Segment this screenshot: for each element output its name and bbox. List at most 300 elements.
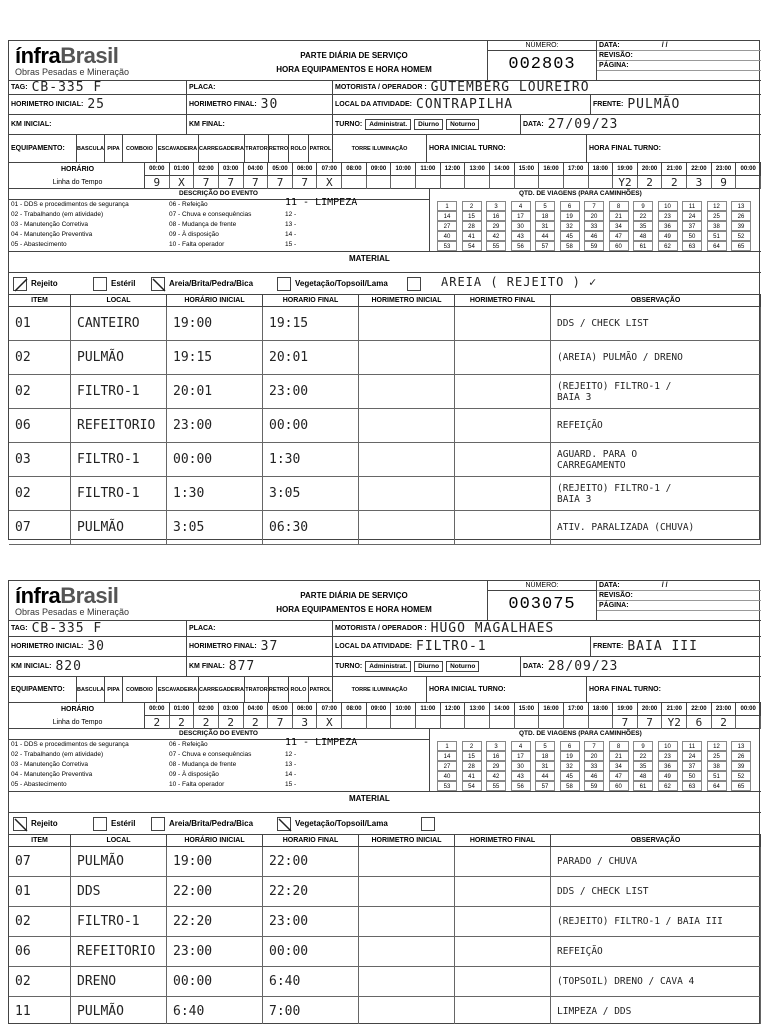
hour-meter-end-cell[interactable] [455, 907, 551, 936]
trip-count-cell[interactable]: 1 [437, 201, 457, 211]
trip-count-cell[interactable]: 24 [682, 211, 702, 221]
trip-count-cell[interactable]: 24 [682, 751, 702, 761]
trip-count-cell[interactable]: 2 [462, 201, 482, 211]
observation-cell[interactable] [551, 847, 761, 876]
timeline-cell[interactable]: 2 [244, 716, 269, 729]
hour-meter-start-cell[interactable] [359, 967, 455, 996]
end-time-cell[interactable]: 22:20 [263, 877, 359, 906]
hour-meter-end-cell[interactable] [455, 307, 551, 340]
trip-count-cell[interactable]: 14 [437, 751, 457, 761]
trip-count-cell[interactable]: 3 [486, 201, 506, 211]
trip-count-cell[interactable]: 47 [609, 771, 629, 781]
end-time-cell[interactable]: 1:30 [263, 443, 359, 476]
trip-count-cell[interactable]: 61 [633, 781, 653, 791]
observation-cell[interactable] [551, 409, 761, 442]
rejeito-checkbox[interactable] [13, 817, 27, 831]
timeline-cell[interactable] [589, 176, 614, 189]
trip-count-cell[interactable]: 62 [658, 781, 678, 791]
item-cell[interactable]: 07 [9, 511, 71, 544]
hour-meter-start-cell[interactable] [359, 375, 455, 408]
trip-count-cell[interactable]: 11 [682, 741, 702, 751]
trip-count-cell[interactable]: 46 [584, 771, 604, 781]
item-cell[interactable]: 02 [9, 341, 71, 374]
trip-count-cell[interactable]: 5 [535, 741, 555, 751]
trip-count-cell[interactable]: 54 [462, 781, 482, 791]
trip-count-cell[interactable]: 54 [462, 241, 482, 251]
hour-label: 05:00 [268, 163, 293, 175]
start-time-cell[interactable]: 22:00 [167, 877, 263, 906]
end-time-cell[interactable]: 22:00 [263, 847, 359, 876]
local-cell[interactable]: PULMÃO [71, 341, 167, 374]
timeline-cell[interactable] [539, 176, 564, 189]
trip-count-cell[interactable]: 3 [486, 741, 506, 751]
hour-meter-end-cell[interactable] [455, 477, 551, 510]
timeline-cell[interactable] [564, 176, 589, 189]
hour-meter-start-cell[interactable] [359, 937, 455, 966]
trip-count-cell[interactable]: 35 [633, 221, 653, 231]
hour-label: 07:00 [317, 703, 342, 715]
trip-count-cell[interactable]: 11 [682, 201, 702, 211]
start-time-cell[interactable]: 23:00 [167, 937, 263, 966]
end-time-cell[interactable]: 00:00 [263, 409, 359, 442]
trip-count-cell[interactable]: 50 [682, 771, 702, 781]
timeline-cell[interactable]: 2 [145, 716, 170, 729]
trip-count-cell[interactable]: 36 [658, 761, 678, 771]
hour-label: 22:00 [687, 163, 712, 175]
trip-count-cell[interactable]: 52 [731, 771, 751, 781]
timeline-cell[interactable] [515, 716, 540, 729]
item-cell[interactable]: 11 [9, 997, 71, 1024]
trip-count-cell[interactable]: 29 [486, 221, 506, 231]
item-cell[interactable]: 01 [9, 307, 71, 340]
trip-count-cell[interactable]: 51 [707, 231, 727, 241]
timeline-cell[interactable]: 3 [687, 176, 712, 189]
start-time-cell[interactable]: 00:00 [167, 967, 263, 996]
timeline-cell[interactable]: 7 [244, 176, 269, 189]
esteril-checkbox[interactable] [93, 817, 107, 831]
hour-meter-end-cell[interactable] [455, 997, 551, 1024]
trip-count-cell[interactable]: 38 [707, 221, 727, 231]
timeline-cell[interactable]: 2 [662, 176, 687, 189]
trip-count-cell[interactable]: 15 [462, 751, 482, 761]
local-cell[interactable]: PULMÃO [71, 997, 167, 1024]
observation-cell[interactable] [551, 341, 761, 374]
trip-count-cell[interactable]: 45 [560, 771, 580, 781]
trip-count-cell[interactable]: 18 [535, 211, 555, 221]
trip-count-cell[interactable]: 51 [707, 771, 727, 781]
trip-count-cell[interactable]: 7 [584, 201, 604, 211]
trip-count-cell[interactable]: 53 [437, 241, 457, 251]
trip-count-cell[interactable]: 32 [560, 761, 580, 771]
item-cell[interactable]: 03 [9, 443, 71, 476]
trip-count-cell[interactable]: 37 [682, 761, 702, 771]
trip-count-cell[interactable]: 22 [633, 211, 653, 221]
timeline-cell[interactable] [367, 716, 392, 729]
trip-count-cell[interactable]: 57 [535, 241, 555, 251]
local-cell[interactable]: PULMÃO [71, 847, 167, 876]
timeline-cell[interactable]: 2 [219, 716, 244, 729]
vegetacao-checkbox[interactable] [277, 817, 291, 831]
trip-count-cell[interactable]: 63 [682, 781, 702, 791]
observation-line: LIMPEZA / DDS [557, 1006, 632, 1017]
trip-count-cell[interactable]: 47 [609, 231, 629, 241]
trip-count-cell[interactable]: 33 [584, 221, 604, 231]
observation-cell[interactable] [551, 967, 761, 996]
trip-count-cell[interactable]: 20 [584, 751, 604, 761]
item-cell[interactable]: 02 [9, 477, 71, 510]
timeline-cell[interactable]: 3 [293, 716, 318, 729]
trip-count-cell[interactable]: 26 [731, 751, 751, 761]
hour-meter-start-cell[interactable] [359, 409, 455, 442]
trip-count-cell[interactable]: 18 [535, 751, 555, 761]
timeline-cell[interactable]: X [317, 176, 342, 189]
trip-count-cell[interactable]: 1 [437, 741, 457, 751]
trip-count-cell[interactable]: 12 [707, 201, 727, 211]
trip-count-cell[interactable]: 30 [511, 761, 531, 771]
hour-meter-start-cell[interactable] [359, 443, 455, 476]
km-row: KM INICIAL: KM FINAL: TURNO: Administrat. Diurno Noturno DATA: 27/09/23 [9, 115, 761, 135]
trip-count-cell[interactable]: 37 [682, 221, 702, 231]
trip-count-cell[interactable]: 41 [462, 231, 482, 241]
trip-count-cell[interactable]: 22 [633, 751, 653, 761]
trip-count-cell[interactable]: 10 [658, 741, 678, 751]
trip-count-cell[interactable]: 65 [731, 241, 751, 251]
timeline-cell[interactable] [391, 716, 416, 729]
trip-count-cell[interactable]: 55 [486, 241, 506, 251]
trip-count-cell[interactable]: 31 [535, 761, 555, 771]
areia-checkbox[interactable] [151, 277, 165, 291]
item-cell[interactable]: 06 [9, 409, 71, 442]
trip-count-cell[interactable]: 38 [707, 761, 727, 771]
trip-count-cell[interactable]: 17 [511, 751, 531, 761]
hour-meter-start-cell[interactable] [359, 307, 455, 340]
local-cell[interactable]: PULMÃO [71, 511, 167, 544]
start-time-cell[interactable]: 1:30 [167, 477, 263, 510]
trip-count-cell[interactable]: 25 [707, 211, 727, 221]
trip-count-cell[interactable]: 34 [609, 221, 629, 231]
hour-meter-start-cell[interactable] [359, 341, 455, 374]
trip-count-cell[interactable]: 64 [707, 241, 727, 251]
trip-count-cell[interactable]: 44 [535, 771, 555, 781]
end-time-cell[interactable]: 23:00 [263, 907, 359, 936]
start-time-cell[interactable]: 22:20 [167, 907, 263, 936]
hour-meter-end-cell[interactable] [455, 877, 551, 906]
table-row [9, 341, 761, 375]
hour-meter-end-cell[interactable] [455, 511, 551, 544]
trip-count-cell[interactable]: 49 [658, 231, 678, 241]
table-row [9, 375, 761, 409]
start-time-cell[interactable]: 19:00 [167, 847, 263, 876]
start-time-cell[interactable]: 20:01 [167, 375, 263, 408]
timeline-cell[interactable] [465, 716, 490, 729]
timeline-cell[interactable] [515, 176, 540, 189]
timeline-cell[interactable] [465, 176, 490, 189]
trip-count-cell[interactable]: 8 [609, 741, 629, 751]
end-time-cell[interactable]: 7:00 [263, 997, 359, 1024]
table-row [9, 307, 761, 341]
trip-count-cell[interactable]: 6 [560, 201, 580, 211]
form-title: PARTE DIÁRIA DE SERVIÇO HORA EQUIPAMENTOS E HORA HOMEM [276, 591, 432, 614]
observation-cell[interactable] [551, 375, 761, 408]
hour-meter-start-cell[interactable] [359, 907, 455, 936]
hour-label: 04:00 [244, 703, 269, 715]
trip-count-cell[interactable]: 36 [658, 221, 678, 231]
other-checkbox[interactable] [421, 817, 435, 831]
trip-count-cell[interactable]: 16 [486, 751, 506, 761]
observation-cell[interactable] [551, 997, 761, 1024]
timeline-cell[interactable]: 2 [638, 176, 663, 189]
table-header: HORIMETRO INICIAL [359, 835, 455, 847]
rejeito-checkbox[interactable] [13, 277, 27, 291]
trip-count-cell[interactable]: 15 [462, 211, 482, 221]
trip-count-cell[interactable]: 42 [486, 771, 506, 781]
hour-meter-end-cell[interactable] [455, 847, 551, 876]
esteril-checkbox[interactable] [93, 277, 107, 291]
trip-count-cell[interactable]: 56 [511, 241, 531, 251]
trip-count-cell[interactable]: 56 [511, 781, 531, 791]
areia-checkbox[interactable] [151, 817, 165, 831]
trip-count-cell[interactable]: 52 [731, 231, 751, 241]
timeline-cell[interactable] [441, 176, 466, 189]
local-cell[interactable]: REFEITORIO [71, 937, 167, 966]
timeline-cell[interactable]: 2 [170, 716, 195, 729]
trip-count-cell[interactable]: 55 [486, 781, 506, 791]
timeline-cell[interactable] [736, 716, 761, 729]
trip-count-cell[interactable]: 62 [658, 241, 678, 251]
trip-count-cell[interactable]: 14 [437, 211, 457, 221]
trip-count-cell[interactable]: 44 [535, 231, 555, 241]
local-cell[interactable]: FILTRO-1 [71, 477, 167, 510]
trip-count-cell[interactable]: 27 [437, 761, 457, 771]
trip-count-cell[interactable]: 34 [609, 761, 629, 771]
hour-label: 19:00 [613, 703, 638, 715]
equipment-row: EQUIPAMENTO: BASCULA PIPA COMBOIO ESCAVADEIRA CARREGADEIRA TRATOR RETRO ROLO PATROL TORRE ILUMINAÇÃO HORA INICIAL TURNO: HORA FINAL TURNO: [9, 135, 761, 163]
trip-count-cell[interactable]: 57 [535, 781, 555, 791]
local-cell[interactable]: FILTRO-1 [71, 443, 167, 476]
trip-count-cell[interactable]: 13 [731, 201, 751, 211]
timeline-cell[interactable]: 9 [145, 176, 170, 189]
observation-cell[interactable] [551, 443, 761, 476]
trip-count-cell[interactable]: 63 [682, 241, 702, 251]
item-cell[interactable]: 01 [9, 877, 71, 906]
trip-count-cell[interactable]: 43 [511, 771, 531, 781]
trip-count-cell[interactable]: 21 [609, 211, 629, 221]
trip-count-cell[interactable]: 40 [437, 771, 457, 781]
timeline-cell[interactable] [416, 716, 441, 729]
start-time-cell[interactable]: 23:00 [167, 409, 263, 442]
trip-count-cell[interactable]: 59 [584, 241, 604, 251]
trip-count-cell[interactable]: 60 [609, 241, 629, 251]
trip-count-cell[interactable]: 6 [560, 741, 580, 751]
trip-count-cell[interactable]: 61 [633, 241, 653, 251]
trip-count-cell[interactable]: 35 [633, 761, 653, 771]
vegetacao-checkbox[interactable] [277, 277, 291, 291]
hour-meter-end-cell[interactable] [455, 443, 551, 476]
trip-count-cell[interactable]: 58 [560, 781, 580, 791]
table-header: HORARIO FINAL [263, 835, 359, 847]
trip-count-cell[interactable]: 8 [609, 201, 629, 211]
local-cell[interactable]: FILTRO-1 [71, 907, 167, 936]
trip-count-cell[interactable]: 45 [560, 231, 580, 241]
trip-count-cell[interactable]: 31 [535, 221, 555, 231]
trip-count-cell[interactable]: 29 [486, 761, 506, 771]
timeline-cell[interactable]: 7 [194, 176, 219, 189]
trip-count-cell[interactable]: 48 [633, 231, 653, 241]
timeline-cell[interactable] [539, 716, 564, 729]
hour-meter-end-cell[interactable] [455, 409, 551, 442]
item-cell[interactable]: 06 [9, 937, 71, 966]
trip-count-cell[interactable]: 7 [584, 741, 604, 751]
trip-count-cell[interactable]: 40 [437, 231, 457, 241]
timeline-cell[interactable]: 7 [293, 176, 318, 189]
hour-meter-end-cell[interactable] [455, 375, 551, 408]
end-time-cell[interactable]: 06:30 [263, 511, 359, 544]
observation-cell[interactable] [551, 511, 761, 544]
end-time-cell[interactable]: 19:15 [263, 307, 359, 340]
timeline-cell[interactable] [342, 716, 367, 729]
item-cell[interactable]: 07 [9, 847, 71, 876]
trip-count-cell[interactable]: 65 [731, 781, 751, 791]
trip-count-cell[interactable]: 28 [462, 761, 482, 771]
local-cell[interactable]: FILTRO-1 [71, 375, 167, 408]
trip-count-cell[interactable]: 13 [731, 741, 751, 751]
observation-cell[interactable] [551, 907, 761, 936]
trip-count-cell[interactable]: 2 [462, 741, 482, 751]
observation-line: ATIV. PARALIZADA (CHUVA) [557, 522, 695, 533]
trip-count-cell[interactable]: 30 [511, 221, 531, 231]
timeline-cell[interactable] [736, 176, 761, 189]
timeline-cell[interactable] [490, 716, 515, 729]
timeline-cell[interactable]: X [317, 716, 342, 729]
timeline-cell[interactable]: 9 [712, 176, 737, 189]
trip-count-cell[interactable]: 23 [658, 751, 678, 761]
local-cell[interactable]: DDS [71, 877, 167, 906]
timeline-cell[interactable]: 7 [219, 176, 244, 189]
trip-count-cell[interactable]: 12 [707, 741, 727, 751]
trip-count-cell[interactable]: 20 [584, 211, 604, 221]
timeline-cell[interactable]: X [170, 176, 195, 189]
start-time-cell[interactable]: 3:05 [167, 511, 263, 544]
timeline-cell[interactable] [367, 176, 392, 189]
trip-count-cell[interactable]: 27 [437, 221, 457, 231]
timeline-cell[interactable]: Y2 [613, 176, 638, 189]
trip-count-cell[interactable]: 39 [731, 221, 751, 231]
trip-count-cell[interactable]: 43 [511, 231, 531, 241]
start-time-cell[interactable]: 00:00 [167, 443, 263, 476]
timeline-cell[interactable]: 7 [268, 176, 293, 189]
timeline-cell[interactable]: Y2 [662, 716, 687, 729]
trip-count-cell[interactable]: 60 [609, 781, 629, 791]
trip-count-cell[interactable]: 23 [658, 211, 678, 221]
trip-count-cell[interactable]: 42 [486, 231, 506, 241]
timeline-cell[interactable] [342, 176, 367, 189]
timeline-cell[interactable] [441, 716, 466, 729]
table-row [9, 967, 761, 997]
trip-count-cell[interactable]: 9 [633, 201, 653, 211]
trip-count-cell[interactable]: 39 [731, 761, 751, 771]
trip-count-cell[interactable]: 28 [462, 221, 482, 231]
end-time-cell[interactable]: 20:01 [263, 341, 359, 374]
start-time-cell[interactable]: 6:40 [167, 997, 263, 1024]
trip-count-cell[interactable]: 16 [486, 211, 506, 221]
timeline-cell[interactable]: 7 [268, 716, 293, 729]
timeline-cell[interactable]: 7 [638, 716, 663, 729]
observation-cell[interactable] [551, 877, 761, 906]
hour-meter-start-cell[interactable] [359, 847, 455, 876]
trip-count-cell[interactable]: 64 [707, 781, 727, 791]
trip-count-cell[interactable]: 33 [584, 761, 604, 771]
trip-count-cell[interactable]: 25 [707, 751, 727, 761]
hour-meter-end-cell[interactable] [455, 967, 551, 996]
timeline-cell[interactable] [564, 716, 589, 729]
hour-meter-start-cell[interactable] [359, 477, 455, 510]
timeline-cell[interactable]: 2 [712, 716, 737, 729]
observation-cell[interactable] [551, 937, 761, 966]
timeline-cell[interactable]: 2 [194, 716, 219, 729]
trip-count-cell[interactable]: 17 [511, 211, 531, 221]
hour-meter-start-cell[interactable] [359, 877, 455, 906]
local-cell[interactable]: CANTEIRO [71, 307, 167, 340]
hour-label: 14:00 [490, 703, 515, 715]
item-cell[interactable]: 02 [9, 907, 71, 936]
trip-count-cell[interactable]: 4 [511, 201, 531, 211]
start-time-cell[interactable]: 19:15 [167, 341, 263, 374]
local-cell[interactable]: DRENO [71, 967, 167, 996]
trip-count-cell[interactable]: 50 [682, 231, 702, 241]
trip-count-cell[interactable]: 59 [584, 781, 604, 791]
timeline-cell[interactable] [416, 176, 441, 189]
hour-meter-end-cell[interactable] [455, 937, 551, 966]
item-cell[interactable]: 02 [9, 967, 71, 996]
end-time-cell[interactable]: 23:00 [263, 375, 359, 408]
observation-cell[interactable] [551, 307, 761, 340]
trip-count-cell[interactable]: 21 [609, 751, 629, 761]
start-time-cell[interactable]: 19:00 [167, 307, 263, 340]
hour-meter-end-cell[interactable] [455, 341, 551, 374]
observation-cell[interactable] [551, 477, 761, 510]
timeline-cell[interactable] [589, 716, 614, 729]
trip-count-cell[interactable]: 53 [437, 781, 457, 791]
trip-count-cell[interactable]: 46 [584, 231, 604, 241]
end-time-cell[interactable]: 6:40 [263, 967, 359, 996]
trip-count-cell[interactable]: 48 [633, 771, 653, 781]
trip-count-cell[interactable]: 4 [511, 741, 531, 751]
trip-count-cell[interactable]: 10 [658, 201, 678, 211]
other-checkbox[interactable] [407, 277, 421, 291]
timeline-cell[interactable]: 6 [687, 716, 712, 729]
end-time-cell[interactable]: 3:05 [263, 477, 359, 510]
trip-count-cell[interactable]: 49 [658, 771, 678, 781]
trip-count-cell[interactable]: 58 [560, 241, 580, 251]
timeline-cell[interactable] [490, 176, 515, 189]
trip-count-cell[interactable]: 32 [560, 221, 580, 231]
timeline-cell[interactable] [391, 176, 416, 189]
trip-count-cell[interactable]: 41 [462, 771, 482, 781]
trip-count-cell[interactable]: 19 [560, 751, 580, 761]
end-time-cell[interactable]: 00:00 [263, 937, 359, 966]
item-cell[interactable]: 02 [9, 375, 71, 408]
trip-count-cell[interactable]: 9 [633, 741, 653, 751]
trip-count-cell[interactable]: 19 [560, 211, 580, 221]
hour-meter-start-cell[interactable] [359, 511, 455, 544]
local-cell[interactable]: REFEITORIO [71, 409, 167, 442]
hour-meter-start-cell[interactable] [359, 997, 455, 1024]
trip-count-cell[interactable]: 5 [535, 201, 555, 211]
trip-count-cell[interactable]: 26 [731, 211, 751, 221]
hour-label: 18:00 [589, 163, 614, 175]
observation-line: PARADO / CHUVA [557, 856, 638, 867]
timeline-cell[interactable]: 7 [613, 716, 638, 729]
